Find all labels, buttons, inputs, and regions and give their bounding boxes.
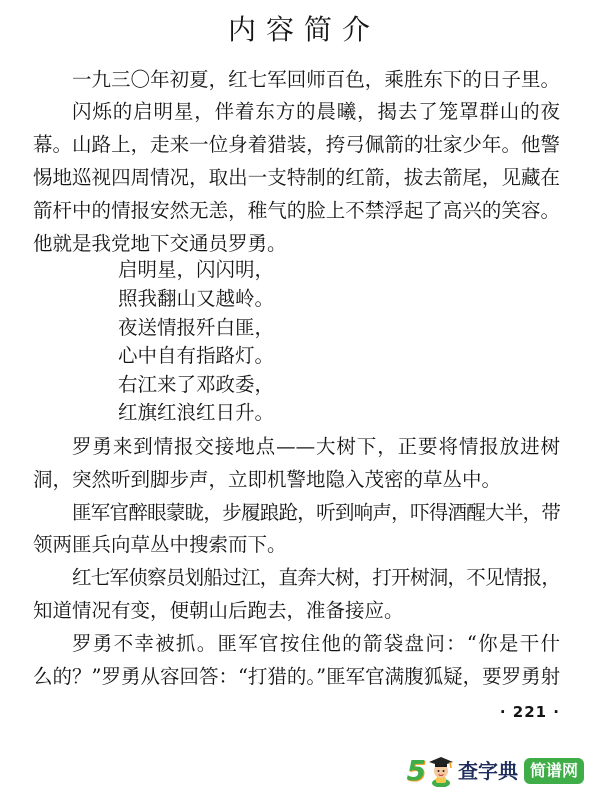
text-line: 领两匪兵向草丛中搜索而下。	[33, 533, 287, 557]
text-line: 他就是我党地下交通员罗勇。	[33, 231, 287, 255]
paragraph	[33, 96, 560, 260]
paragraph	[33, 431, 560, 497]
poem-line: 红旗红浪红日升。	[118, 401, 275, 425]
poem	[33, 256, 560, 428]
logo-mark: 5	[406, 754, 426, 787]
poem-line: 照我翻山又越岭。	[118, 286, 275, 310]
text-line: 红七军侦察员划船过江，直奔大树，打开树洞，不见情报，	[72, 566, 560, 590]
watermark-logo	[407, 754, 585, 788]
text-line: 箭杆中的情报安然无恙，稚气的脸上不禁浮起了高兴的笑容。	[33, 198, 560, 222]
poem-line: 右江来了邓政委，	[118, 372, 275, 396]
text-line: 幕。山路上，走来一位身着猎装，挎弓佩箭的壮家少年。他警	[33, 133, 560, 157]
paragraph	[33, 64, 560, 97]
paragraph	[33, 562, 560, 628]
poem-line: 心中自有指路灯。	[118, 344, 275, 368]
text-line: 匪军官醉眼蒙眬，步履踉跄，听到响声，吓得酒醒大半，带	[72, 500, 560, 524]
kid-mascot-icon	[428, 755, 454, 787]
text-line: 么的？”罗勇从容回答：“打猎的。”匪军官满腹狐疑，要罗勇射	[33, 664, 560, 688]
poem-line: 启明星，闪闪明，	[118, 258, 275, 282]
site-badge: 简谱网	[524, 758, 584, 784]
text-line: 惕地巡视四周情况，取出一支特制的红箭，拔去箭尾，见藏在	[33, 165, 560, 189]
poem-line: 夜送情报歼白匪，	[118, 315, 275, 339]
text-line: 洞，突然听到脚步声，立即机警地隐入茂密的草丛中。	[33, 467, 502, 491]
brand-name: 查字典	[457, 759, 518, 783]
paragraph	[33, 497, 560, 563]
text-line: 知道情况有变，便朝山后跑去，准备接应。	[33, 598, 404, 622]
page-body	[33, 64, 560, 694]
text-line: 闪烁的启明星，伴着东方的晨曦，揭去了笼罩群山的夜	[72, 100, 560, 124]
page-number: · 221 ·	[499, 703, 560, 721]
text-line: 一九三〇年初夏，红七军回师百色，乘胜东下的日子里。	[72, 67, 560, 91]
text-line: 罗勇来到情报交接地点——大树下，正要将情报放进树	[72, 434, 560, 458]
text-line: 罗勇不幸被抓。匪军官按住他的箭袋盘问：“你是干什	[72, 631, 560, 655]
page-title: 内容简介	[227, 13, 380, 46]
paragraph	[33, 628, 560, 694]
